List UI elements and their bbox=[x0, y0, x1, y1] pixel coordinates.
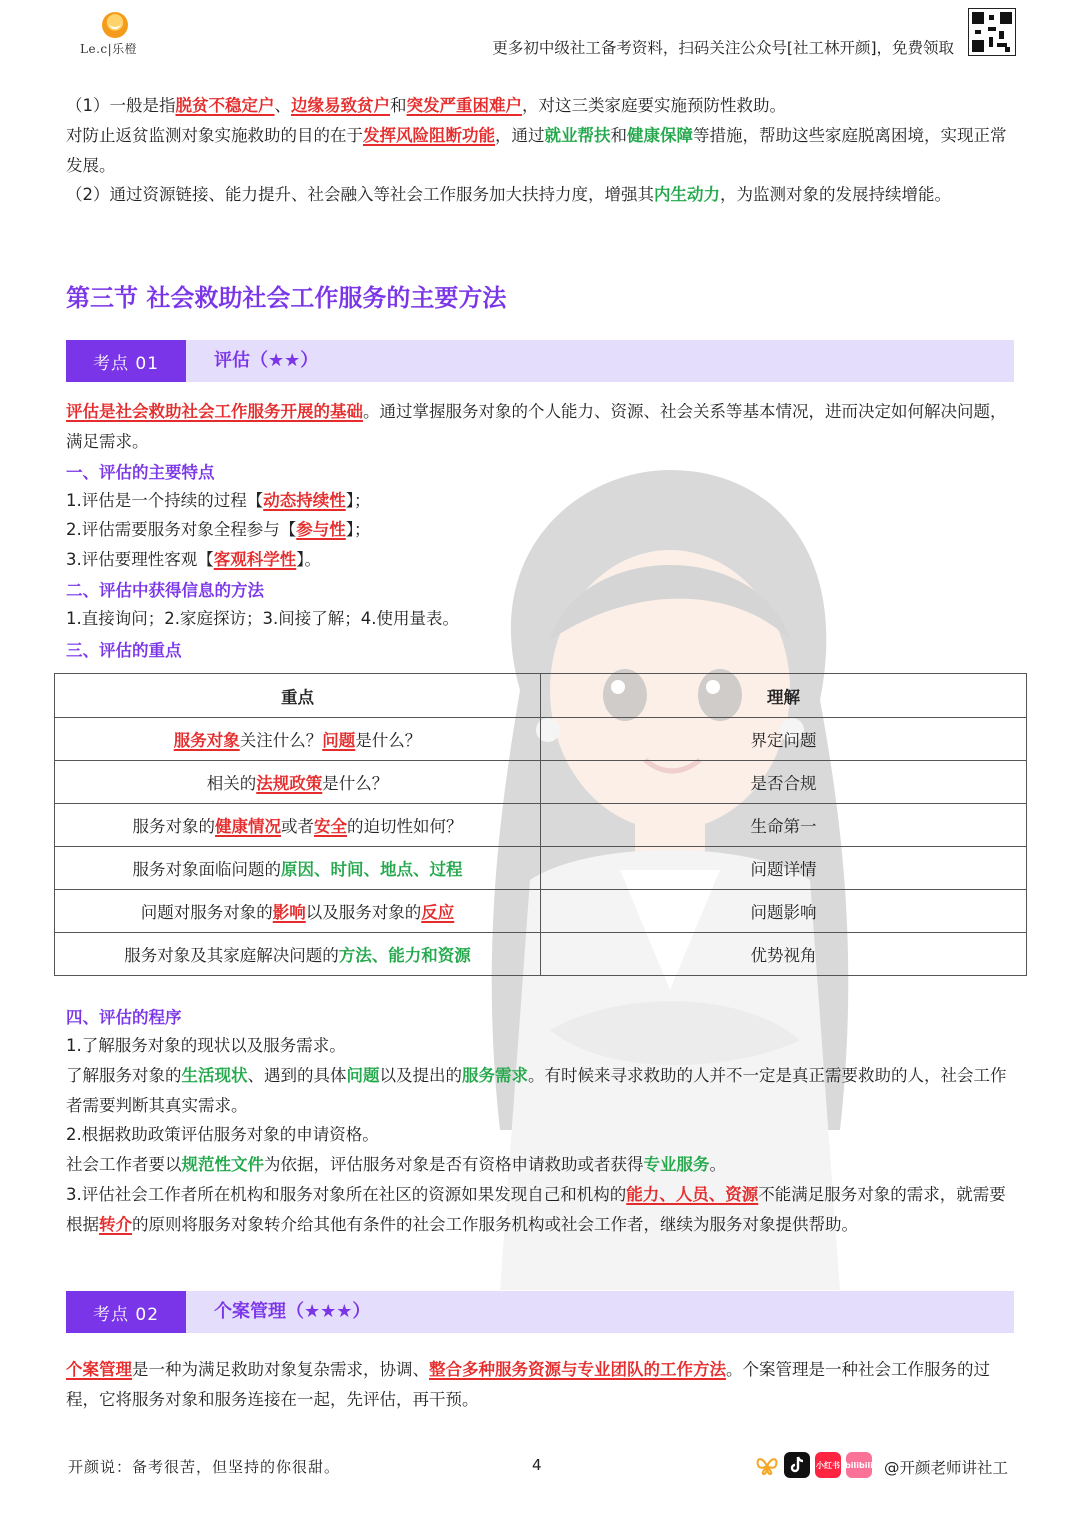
kp1-heading-procedure: 四、评估的程序 bbox=[66, 1008, 182, 1027]
procedure-step-3: 3.评估社会工作者所在机构和服务对象所在社区的资源如果发现自己和机构的能力、人员、资源不能满足服务对象的需求，就需要根据转介的原则将服务对象转介给其他有条件的社会工作服务机构或社会工作者，继续为服务对象提供帮助。 bbox=[66, 1185, 1006, 1234]
focus-text-segment: 的迫切性如何？ bbox=[347, 817, 463, 836]
kp1-lead: 评估是社会救助社会工作服务开展的基础。通过掌握服务对象的个人能力、资源、社会关系等基本情况，进而决定如何解决问题，满足需求。 bbox=[66, 402, 1007, 451]
table-header-focus: 重点 bbox=[55, 674, 541, 718]
meaning-cell: 界定问题 bbox=[541, 718, 1027, 761]
footer-slogan: 开颜说：备考很苦，但坚持的你很甜。 bbox=[68, 1458, 341, 1476]
focus-text-segment: 反应 bbox=[421, 903, 455, 922]
table-row bbox=[55, 933, 1027, 976]
procedure-step-1-detail: 了解服务对象的生活现状、遇到的具体问题以及提出的服务需求。有时候来寻求救助的人并不一定是真正需要救助的人，社会工作者需要判断其真实需求。 bbox=[66, 1066, 1007, 1115]
focus-text-segment: 健康情况 bbox=[215, 817, 281, 836]
intro-paragraph-3: （2）通过资源链接、能力提升、社会融入等社会工作服务加大扶持力度，增强其内生动力，为监测对象的发展持续增能。 bbox=[66, 185, 951, 204]
kp1-heading-focus: 三、评估的重点 bbox=[66, 641, 182, 660]
focus-text-segment: 是什么？ bbox=[322, 774, 389, 793]
footer-account: @开颜老师讲社工 bbox=[884, 1459, 1009, 1477]
focus-text-segment: 问题 bbox=[322, 731, 356, 750]
kp1-heading-features: 一、评估的主要特点 bbox=[66, 463, 215, 482]
meaning-cell: 问题详情 bbox=[541, 847, 1027, 890]
bilibili-icon[interactable]: bilibili bbox=[846, 1452, 872, 1478]
focus-text-segment: 以及服务对象的 bbox=[305, 903, 422, 922]
keypoint-01-banner bbox=[66, 340, 1014, 382]
focus-text-segment: 法规政策 bbox=[256, 774, 323, 793]
table-row bbox=[55, 804, 1027, 847]
table-header-row bbox=[55, 674, 1027, 718]
procedure-step-2-detail: 社会工作者要以规范性文件为依据，评估服务对象是否有资格申请救助或者获得专业服务。 bbox=[66, 1155, 726, 1174]
qr-code-icon[interactable] bbox=[968, 8, 1016, 56]
focus-cell bbox=[55, 804, 541, 847]
keypoint-02-title: 个案管理（★★★） bbox=[214, 1301, 371, 1322]
focus-text-segment: 是什么？ bbox=[355, 731, 422, 750]
meaning-cell: 优势视角 bbox=[541, 933, 1027, 976]
focus-cell bbox=[55, 847, 541, 890]
keypoint-01-title: 评估（★★） bbox=[214, 350, 319, 371]
procedure-step-2: 2.根据救助政策评估服务对象的申请资格。 bbox=[66, 1125, 379, 1144]
keypoint-01-tag: 考点 01 bbox=[66, 340, 186, 382]
focus-text-segment: 问题对服务对象的 bbox=[140, 903, 273, 922]
intro-paragraph-2: 对防止返贫监测对象实施救助的目的在于发挥风险阻断功能，通过就业帮扶和健康保障等措施，帮助这些家庭脱离困境，实现正常发展。 bbox=[66, 126, 1007, 175]
brand-logo bbox=[80, 12, 160, 56]
table-row bbox=[55, 718, 1027, 761]
butterfly-icon[interactable] bbox=[756, 1456, 778, 1476]
focus-text-segment: 服务对象的 bbox=[132, 817, 215, 836]
focus-text-segment: 安全 bbox=[314, 817, 347, 836]
focus-text-segment: 相关的 bbox=[206, 774, 257, 793]
table-header-meaning: 理解 bbox=[541, 674, 1027, 718]
keypoint-02-tag: 考点 02 bbox=[66, 1291, 186, 1333]
logo-mark bbox=[102, 12, 128, 38]
focus-text-segment: 服务对象 bbox=[173, 731, 240, 750]
table-row bbox=[55, 761, 1027, 804]
page-number: 4 bbox=[532, 1456, 542, 1474]
focus-cell bbox=[55, 890, 541, 933]
table-row bbox=[55, 847, 1027, 890]
douyin-icon[interactable] bbox=[784, 1452, 810, 1478]
focus-text-segment: 服务对象面临问题的 bbox=[132, 860, 281, 879]
focus-text-segment: 原因、时间、地点、过程 bbox=[281, 860, 463, 879]
kp2-lead: 个案管理是一种为满足救助对象复杂需求，协调、整合多种服务资源与专业团队的工作方法。个案管理是一种社会工作服务的过程，它将服务对象和服务连接在一起，先评估，再干预。 bbox=[66, 1360, 990, 1409]
section-title: 第三节 社会救助社会工作服务的主要方法 bbox=[66, 284, 507, 312]
kp1-heading-methods: 二、评估中获得信息的方法 bbox=[66, 581, 264, 600]
focus-text-segment: 影响 bbox=[272, 903, 306, 922]
info-methods: 1.直接询问；2.家庭探访；3.间接了解；4.使用量表。 bbox=[66, 609, 459, 628]
focus-text-segment: 关注什么？ bbox=[239, 731, 323, 750]
focus-text-segment: 方法、能力和资源 bbox=[338, 946, 471, 965]
feature-item-2: 2.评估需要服务对象全程参与【参与性】； bbox=[66, 520, 371, 539]
focus-text-segment: 服务对象及其家庭解决问题的 bbox=[124, 946, 339, 965]
xiaohongshu-icon[interactable]: 小红书 bbox=[815, 1452, 841, 1478]
focus-text-segment: 或者 bbox=[281, 817, 314, 836]
feature-item-3: 3.评估要理性客观【客观科学性】。 bbox=[66, 550, 321, 569]
meaning-cell: 是否合规 bbox=[541, 761, 1027, 804]
focus-cell bbox=[55, 718, 541, 761]
focus-cell bbox=[55, 761, 541, 804]
assessment-focus-table bbox=[54, 673, 1027, 976]
meaning-cell: 生命第一 bbox=[541, 804, 1027, 847]
logo-text: Le.c|乐橙 bbox=[80, 42, 138, 56]
meaning-cell: 问题影响 bbox=[541, 890, 1027, 933]
keypoint-02-banner bbox=[66, 1291, 1014, 1333]
intro-paragraph-1: （1）一般是指脱贫不稳定户、边缘易致贫户和突发严重困难户，对这三类家庭要实施预防性救助。 bbox=[66, 96, 786, 115]
table-row bbox=[55, 890, 1027, 933]
procedure-step-1: 1.了解服务对象的现状以及服务需求。 bbox=[66, 1036, 346, 1055]
feature-item-1: 1.评估是一个持续的过程【动态持续性】； bbox=[66, 491, 371, 510]
focus-cell bbox=[55, 933, 541, 976]
header-note: 更多初中级社工备考资料，扫码关注公众号[社工林开颜]，免费领取 bbox=[492, 39, 954, 57]
